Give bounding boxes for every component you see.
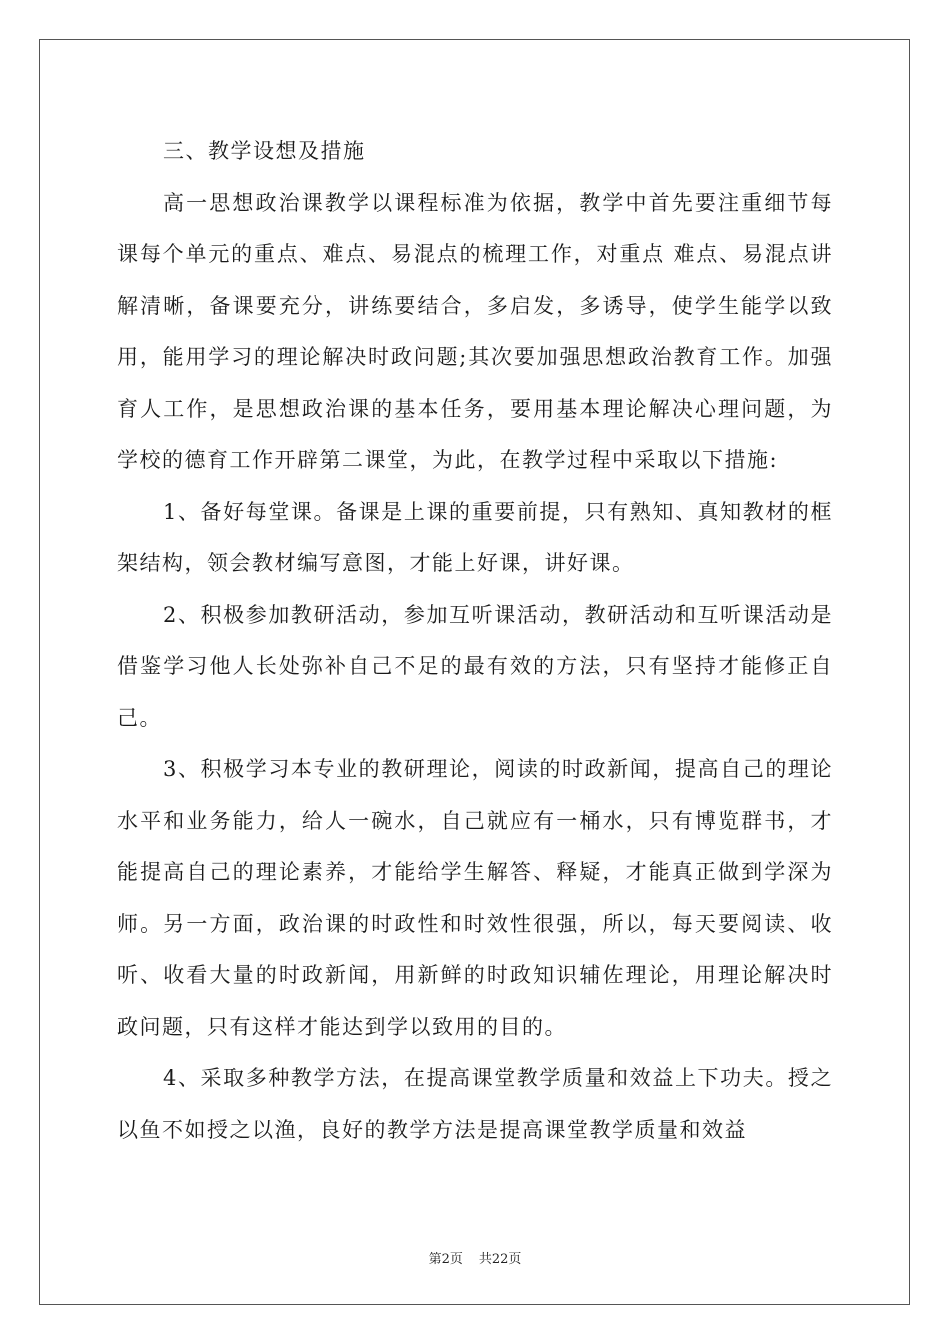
paragraph-item-3: 3、积极学习本专业的教研理论，阅读的时政新闻，提高自己的理论水平和业务能力，给人一碗水，自己就应有一桶水，只有博览群书，才能提高自己的理论素养，才能给学生解答、释疑，才能真正做到学深为师。另一方面，政治课的时政性和时效性很强，所以，每天要阅读、收听、收看大量的时政新闻，用新鲜的时政知识辅佐理论，用理论解决时政问题，只有这样才能达到学以致用的目的。 xyxy=(117,757,833,1039)
paragraph-item-4: 4、采取多种教学方法，在提高课堂教学质量和效益上下功夫。授之以鱼不如授之以渔，良好的教学方法是提高课堂教学质量和效益 xyxy=(117,1066,833,1142)
section-heading: 三、教学设想及措施 xyxy=(163,139,366,163)
document-body xyxy=(117,126,833,1156)
paragraph-item-2: 2、积极参加教研活动，参加互听课活动，教研活动和互听课活动是借鉴学习他人长处弥补自己不足的最有效的方法，只有坚持才能修正自己。 xyxy=(117,602,833,730)
page-footer xyxy=(0,1248,950,1267)
paragraph-item-1: 1、备好每堂课。备课是上课的重要前提，只有熟知、真知教材的框架结构，领会教材编写意图，才能上好课，讲好课。 xyxy=(117,499,833,575)
page-total: 共22页 xyxy=(478,1252,522,1267)
page-number: 第2页 xyxy=(428,1252,463,1267)
paragraph-intro: 高一思想政治课教学以课程标准为依据，教学中首先要注重细节每课每个单元的重点、难点、易混点的梳理工作，对重点 难点、易混点讲解清晰，备课要充分，讲练要结合，多启发，多诱导，使学生能学以致用，能用学习的理论解决时政问题;其次要加强思想政治教育工作。加强育人工作，是思想政治课的基本任务，要用基本理论解决心理问题，为学校的德育工作开辟第二课堂，为此，在教学过程中采取以下措施: xyxy=(117,190,833,472)
